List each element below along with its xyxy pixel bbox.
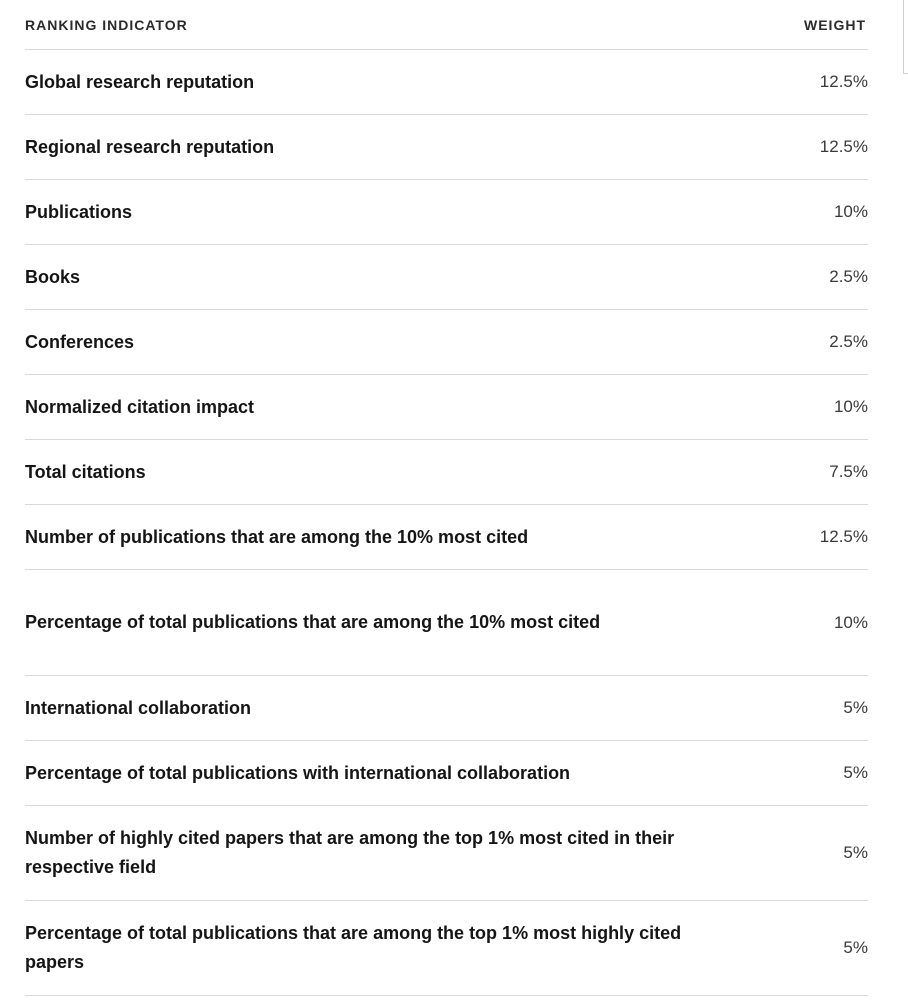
indicator-name: Regional research reputation	[25, 136, 275, 157]
table-row	[25, 310, 868, 375]
indicator-weight: 2.5%	[829, 267, 868, 286]
table-row	[25, 570, 868, 676]
indicator-name: Total citations	[25, 461, 146, 482]
indicator-weight: 5%	[843, 938, 868, 957]
indicator-weight: 12.5%	[819, 527, 868, 546]
ranking-indicator-table	[25, 0, 868, 996]
indicator-name: Percentage of total publications that are among the 10% most cited	[25, 612, 601, 632]
indicator-weight: 7.5%	[829, 462, 868, 481]
indicator-weight: 2.5%	[829, 332, 868, 351]
table-row	[25, 50, 868, 115]
indicator-name: Publications	[25, 201, 133, 222]
indicator-weight: 12.5%	[819, 72, 868, 91]
indicator-name: Number of highly cited papers that are among the top 1% most cited in their respective field	[25, 828, 675, 877]
table-row	[25, 245, 868, 310]
table-row	[25, 505, 868, 570]
indicator-name: Conferences	[25, 331, 135, 352]
indicator-name: Normalized citation impact	[25, 396, 255, 417]
table-row	[25, 180, 868, 245]
indicator-weight: 10%	[833, 612, 868, 632]
table-row	[25, 440, 868, 505]
header-weight: WEIGHT	[804, 16, 866, 33]
header-ranking-indicator: RANKING INDICATOR	[25, 16, 188, 33]
indicator-weight: 5%	[843, 698, 868, 717]
indicator-weight: 5%	[843, 763, 868, 782]
indicator-name: Percentage of total publications with international collaboration	[25, 762, 571, 783]
indicator-name: Percentage of total publications that are among the top 1% most highly cited papers	[25, 923, 682, 972]
indicator-weight: 5%	[843, 843, 868, 862]
table-row	[25, 375, 868, 440]
indicator-weight: 10%	[833, 202, 868, 221]
table-row	[25, 806, 868, 901]
table-row	[25, 901, 868, 996]
table-header	[25, 0, 868, 50]
indicator-name: International collaboration	[25, 697, 252, 718]
table-row	[25, 741, 868, 806]
indicator-weight: 12.5%	[819, 137, 868, 156]
side-panel-edge	[903, 0, 904, 74]
table-row	[25, 115, 868, 180]
indicator-name: Books	[25, 266, 81, 287]
indicator-weight: 10%	[833, 397, 868, 416]
indicator-name: Global research reputation	[25, 71, 255, 92]
indicator-name: Number of publications that are among the 10% most cited	[25, 526, 529, 547]
side-panel-corner	[903, 73, 908, 74]
table-row	[25, 676, 868, 741]
